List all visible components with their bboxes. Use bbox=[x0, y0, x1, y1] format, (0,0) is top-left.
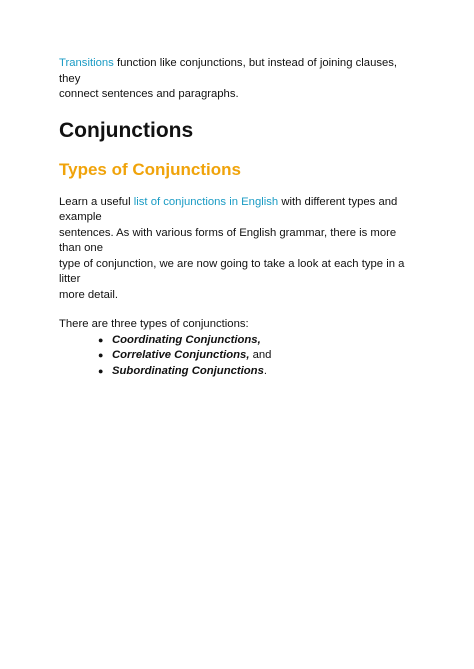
learn-text-line3: type of conjunction, we are now going to take a look at each type in a litter bbox=[59, 257, 405, 285]
list-item bbox=[98, 364, 419, 380]
list-item bbox=[98, 333, 419, 349]
types-list bbox=[59, 333, 419, 380]
list-item bbox=[98, 348, 419, 364]
type-suffix: . bbox=[263, 364, 268, 377]
types-intro: There are three types of conjunctions: bbox=[59, 318, 249, 330]
learn-paragraph bbox=[59, 195, 419, 304]
bullet-icon: ● bbox=[98, 350, 104, 360]
bullet-icon: ● bbox=[98, 365, 104, 376]
learn-text-line2: sentences. As with various forms of English grammar, there is more than one bbox=[59, 226, 397, 254]
conjunctions-list-link[interactable]: list of conjunctions in English bbox=[133, 195, 279, 208]
type-term: Correlative Conjunctions, bbox=[112, 349, 250, 361]
page-heading: Conjunctions bbox=[59, 118, 194, 142]
intro-text-line2: connect sentences and paragraphs. bbox=[59, 88, 239, 100]
intro-paragraph bbox=[59, 56, 419, 103]
transitions-link[interactable]: Transitions bbox=[59, 57, 114, 69]
type-suffix: and bbox=[249, 349, 272, 361]
document-page bbox=[59, 56, 419, 379]
intro-text-line1: function like conjunctions, but instead of joining clauses, they bbox=[59, 57, 398, 85]
type-term: Coordinating Conjunctions, bbox=[112, 333, 261, 346]
section-heading: Types of Conjunctions bbox=[59, 159, 241, 179]
bullet-icon: ● bbox=[98, 334, 104, 345]
learn-text-line4: more detail. bbox=[59, 288, 119, 301]
type-term: Subordinating Conjunctions bbox=[112, 364, 264, 377]
learn-text-before: Learn a useful bbox=[59, 195, 134, 208]
learn-text-after: with different types and example bbox=[59, 195, 398, 223]
